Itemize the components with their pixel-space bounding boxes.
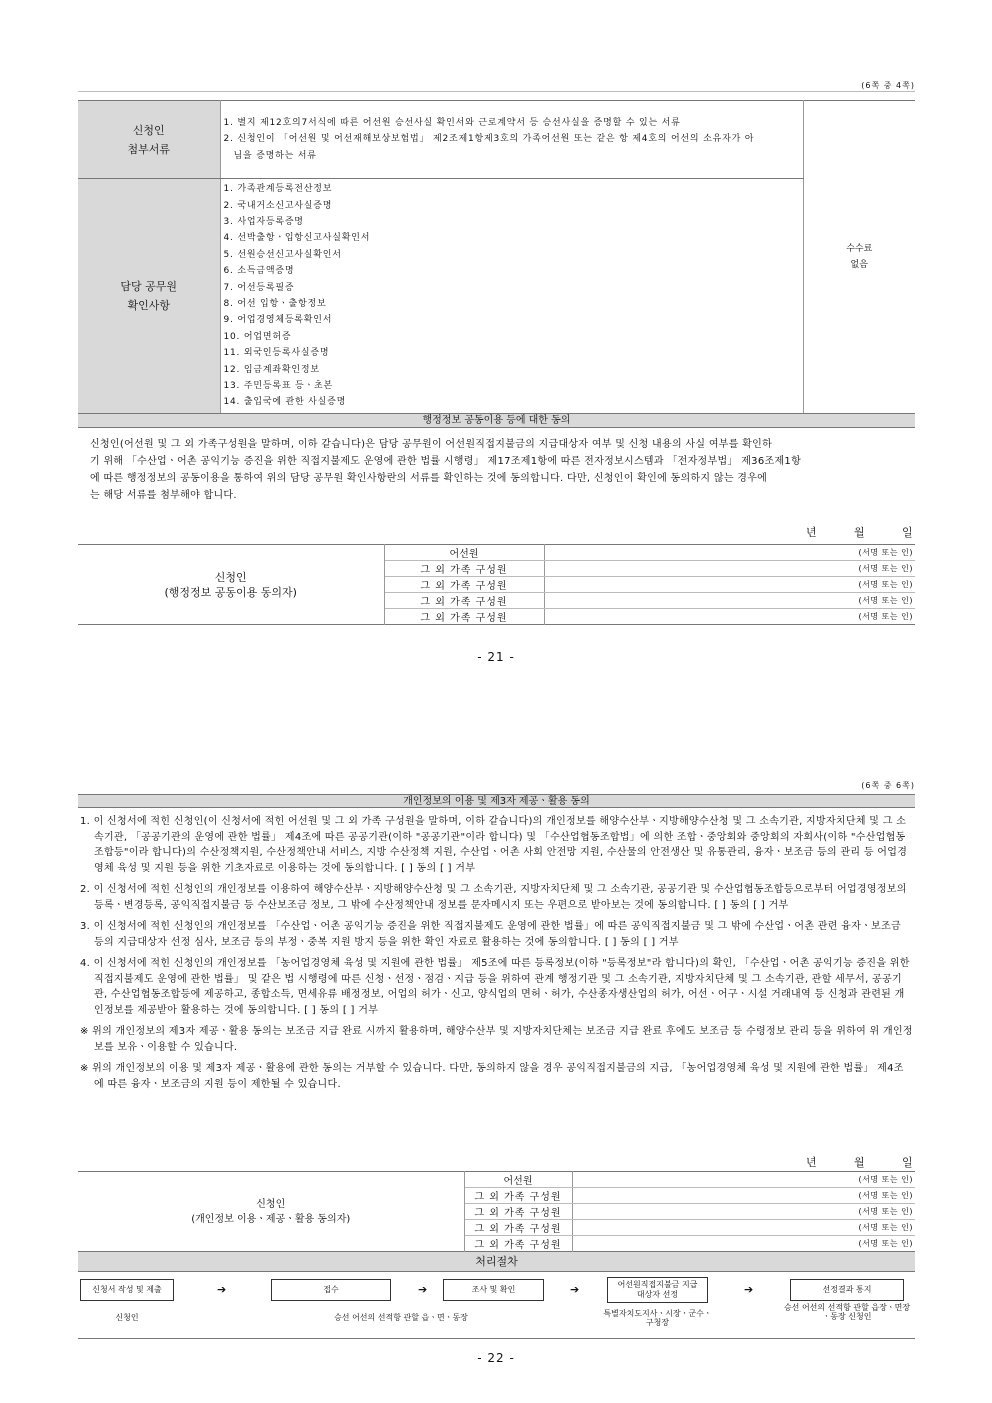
signer-role: 어선원 — [464, 1172, 572, 1188]
signers-label — [78, 1172, 464, 1252]
fee-cell — [803, 101, 915, 414]
attach-label-line2: 첨부서류 — [127, 142, 170, 156]
officer-label-line2: 확인사항 — [127, 299, 170, 312]
officer-item: 9. 어업경영체등록확인서 — [223, 315, 333, 326]
officer-item: 2. 국내거소신고사실증명 — [223, 200, 333, 211]
attach-items — [220, 101, 803, 179]
signer-role: 어선원 — [384, 545, 544, 561]
page-number-21: - 21 - — [477, 650, 515, 664]
officer-item: 14. 출입국에 관한 사실증명 — [223, 397, 347, 408]
signer-role: 그 외 가족 구성원 — [384, 561, 544, 577]
process-caption-4: 승선 어선의 선적항 관할 읍장ㆍ면장ㆍ동장 신청인 — [783, 1303, 911, 1321]
signature-field[interactable]: (서명 또는 인) — [544, 561, 915, 577]
consent-item-4: 4. 이 신청서에 적힌 신청인의 개인정보를 「농어업경영체 육성 및 지원에 관한 법률」 제5조에 따른 등록정보(이하 "등록정보"라 합니다)의 확인, 「수산업ㆍ어촌 공익기능 증진을 위한 직접지불제도 운영에 관한 법률」 및 같은 법 시행령에 따른 신청ㆍ선정ㆍ점검ㆍ지급 등을 위하여 관계 행정기관 및 그 소속기관, 지방자치단체 및 그 소속기관, 관할 세무서, 공공기관, 수산업협동조합등에 제공하고, 종합소득, 면세유류 배정정보, 어업의 허가ㆍ신고, 양식업의 면허ㆍ허가, 수산종자생산업의 허가, 어선ㆍ어구ㆍ시설 거래내역 등 신청과 관련된 개인정보를 제공받아 활용하는 것에 동의합니다. [ ] 동의 [ ] 거부 — [80, 958, 910, 1016]
officer-item: 13. 주민등록표 등ㆍ초본 — [223, 381, 333, 392]
attachments-table — [78, 100, 915, 414]
signer-role: 그 외 가족 구성원 — [464, 1204, 572, 1220]
signers-label — [78, 545, 384, 625]
process-caption-3: 특별자치도지사ㆍ시장ㆍ군수ㆍ구청장 — [603, 1309, 712, 1327]
signers-label-line2: (개인정보 이용ㆍ제공ㆍ활용 동의자) — [191, 1213, 351, 1225]
signature-field[interactable]: (서명 또는 인) — [572, 1220, 915, 1236]
process-step-1: 신청서 작성 및 제출 — [80, 1279, 174, 1301]
signers-label-line2: (행정정보 공동이용 동의자) — [164, 585, 297, 599]
signers-table — [78, 544, 915, 625]
admin-paragraph-line-4: 는 해당 서류를 첨부해야 합니다. — [90, 490, 237, 501]
admin-paragraph — [78, 428, 915, 504]
officer-item: 11. 외국인등록사실증명 — [223, 348, 330, 359]
admin-paragraph-line-3: 에 따른 행정정보의 공동이용을 통하여 위의 담당 공무원 확인사항란의 서류를 확인하는 것에 동의합니다. 다만, 신청인이 확인에 동의하지 않는 경우에 — [90, 473, 768, 484]
officer-item: 3. 사업자등록증명 — [223, 216, 304, 227]
arrow-right-icon: ➔ — [418, 1283, 428, 1296]
officer-items — [220, 179, 803, 414]
page-1 — [78, 80, 915, 625]
page-label: (6쪽 중 6쪽) — [861, 781, 915, 790]
signature-field[interactable]: (서명 또는 인) — [544, 593, 915, 609]
fee-value: 없음 — [850, 260, 868, 270]
process-caption-2: 승선 어선의 선적항 관할 읍ㆍ면ㆍ동장 — [334, 1313, 468, 1322]
officer-item: 12. 임금계좌확인정보 — [223, 364, 320, 375]
attach-item-1: 1. 별지 제12호의7서식에 따른 어선원 승선사실 확인서와 근로계약서 등 승선사실을 증명할 수 있는 서류 — [223, 117, 681, 128]
signature-field[interactable]: (서명 또는 인) — [858, 612, 913, 621]
privacy-consents — [78, 808, 915, 1092]
officer-item: 6. 소득금액증명 — [223, 266, 295, 277]
page-2 — [78, 780, 915, 1098]
officer-label-line1: 담당 공무원 — [120, 280, 178, 293]
date-line — [78, 504, 915, 544]
admin-section-title: 행정정보 공동이용 등에 대한 동의 — [78, 414, 915, 428]
fee-label: 수수료 — [846, 244, 873, 254]
consent-item-3: 3. 이 신청서에 적힌 신청인의 개인정보를 「수산업ㆍ어촌 공익기능 증진을 위한 직접지불제도 운영에 관한 법률」에 따른 공익직접지불금 및 그 밖에 수산업ㆍ어촌 관련 융자ㆍ보조금 등의 지급대상자 선정 심사, 보조금 등의 부정ㆍ중복 지원 방지 등을 위한 확인 자료로 활용하는 것에 동의합니다. [ ] 동의 [ ] 거부 — [80, 921, 901, 948]
signer-role: 그 외 가족 구성원 — [464, 1188, 572, 1204]
process-step-5: 선정결과 통지 — [790, 1279, 904, 1301]
process-title: 처리절차 — [78, 1252, 915, 1272]
admin-paragraph-line-1: 신청인(어선원 및 그 외 가족구성원을 말하며, 이하 같습니다)은 담당 공무원이 어선원직접지불금의 지급대상자 여부 및 신청 내용의 사실 여부를 확인하 — [90, 439, 773, 450]
consent-item-1: 1. 이 신청서에 적힌 신청인(이 신청서에 적힌 어선원 및 그 외 가족 구성원을 말하며, 이하 같습니다)의 개인정보를 해양수산부ㆍ지방해양수산청 및 그 소속기관, 지방자치단체 및 그 소속기관, 「공공기관의 운영에 관한 법률」 제4조에 따른 공공기관(이하 "공공기관"이라 합니다) 및 「수산업협동조합법」에 의한 조합ㆍ중앙회와 중앙회의 자회사(이하 "수산업협동조합등"이라 합니다)의 수산정책지원, 수산정책안내 서비스, 지방 수산정책 지원, 수산업ㆍ어촌 사회 안전망 지원, 수산물의 안전생산 및 유통관리, 융자ㆍ보조금 등의 관리 등 어업경영체 육성 및 지원 등을 위한 기초자료로 이용하는 것에 동의합니다. [ ] 동의 [ ] 거부 — [80, 816, 908, 874]
date-line-2 — [78, 1150, 915, 1170]
officer-item: 10. 어업면허증 — [223, 331, 292, 342]
attach-label — [78, 101, 220, 179]
arrow-right-icon: ➔ — [744, 1283, 754, 1296]
date-year: 년 — [806, 526, 817, 539]
attach-item-2a: 2. 신청인이 「어선원 및 어선재해보상보험법」 제2조제1항제3호의 가족어선원 또는 같은 항 제4호의 어선의 소유자가 아 — [223, 134, 755, 145]
consent-note-2: ※ 위의 개인정보의 이용 및 제3자 제공ㆍ활용에 관한 동의는 거부할 수 있습니다. 다만, 동의하지 않을 경우 공익직접지불금의 지급, 「농어업경영체 육성 및 지원에 관한 법률」 제4조에 따른 융자ㆍ보조금의 지원 등이 제한될 수 있습니다. — [80, 1063, 904, 1090]
date-year: 년 — [806, 1156, 817, 1169]
page-label: (6쪽 중 4쪽) — [861, 81, 915, 90]
officer-item: 7. 어선등록필증 — [223, 282, 295, 293]
officer-item: 4. 선박출항ㆍ입항신고사실확인서 — [223, 233, 371, 244]
arrow-right-icon: ➔ — [570, 1283, 580, 1296]
arrow-right-icon: ➔ — [217, 1283, 227, 1296]
signature-field[interactable]: (서명 또는 인) — [572, 1204, 915, 1220]
date-day: 일 — [902, 1156, 913, 1169]
officer-item: 8. 어선 입항ㆍ출항정보 — [223, 299, 327, 309]
signature-field[interactable]: (서명 또는 인) — [572, 1188, 915, 1204]
signature-field[interactable]: (서명 또는 인) — [544, 545, 915, 561]
signature-field[interactable]: (서명 또는 인) — [572, 1172, 915, 1188]
page-number-22: - 22 - — [477, 1351, 515, 1365]
signer-role: 그 외 가족 구성원 — [384, 593, 544, 609]
officer-label — [78, 179, 220, 414]
process-step-4: 어선원직접지불금 지급대상자 선정 — [607, 1277, 708, 1303]
signature-field[interactable]: (서명 또는 인) — [858, 1239, 913, 1248]
bottom-rule — [78, 1338, 915, 1339]
signers-table-2 — [78, 1171, 915, 1252]
process-step-2: 접수 — [271, 1279, 391, 1301]
signers-label-line1: 신청인 — [214, 570, 247, 584]
officer-item: 1. 가족관계등록전산정보 — [223, 184, 333, 195]
date-month: 월 — [854, 1156, 865, 1169]
signers-table-2-wrap — [78, 1171, 915, 1272]
signer-role: 그 외 가족 구성원 — [384, 609, 544, 625]
process-caption-1: 신청인 — [115, 1313, 139, 1322]
admin-paragraph-line-2: 기 위해 「수산업ㆍ어촌 공익기능 증진을 위한 직접지불제도 운영에 관한 법률 시행령」 제17조제1항에 따른 전자정보시스템과 「전자정부법」 제36조제1항 — [90, 456, 802, 467]
signature-field[interactable]: (서명 또는 인) — [544, 577, 915, 593]
process-step-3: 조사 및 확인 — [443, 1279, 544, 1301]
signer-role: 그 외 가족 구성원 — [384, 577, 544, 593]
date-day: 일 — [902, 526, 913, 539]
consent-note-1: ※ 위의 개인정보의 제3자 제공ㆍ활용 동의는 보조금 지급 완료 시까지 활용하며, 해양수산부 및 지방자치단체는 보조금 지급 완료 후에도 보조금 등 수령정보 관리 등을 위하여 위 개인정보를 보유ㆍ이용할 수 있습니다. — [80, 1026, 913, 1053]
officer-item: 5. 선원승선신고사실확인서 — [223, 249, 342, 260]
signer-role: 그 외 가족 구성원 — [464, 1220, 572, 1236]
signer-role: 그 외 가족 구성원 — [464, 1236, 572, 1252]
signers-label-line1: 신청인 — [256, 1198, 286, 1210]
consent-item-2: 2. 이 신청서에 적힌 신청인의 개인정보를 이용하여 해양수산부ㆍ지방해양수산청 및 그 소속기관, 지방자치단체 및 그 소속기관, 공공기관 및 수산업협동조합등으로부터 어업경영정보의 등록ㆍ변경등록, 공익직접지불금 등 수산보조금 정보, 그 밖에 수산정책안내 정보를 문자메시지 또는 우편으로 받아보는 것에 동의합니다. [ ] 동의 [ ] 거부 — [80, 884, 907, 911]
date-month: 월 — [854, 526, 865, 539]
attach-label-line1: 신청인 — [132, 123, 165, 137]
privacy-section-title: 개인정보의 이용 및 제3자 제공ㆍ활용 동의 — [78, 794, 915, 808]
attach-item-2b: 님을 증명하는 서류 — [233, 150, 317, 161]
